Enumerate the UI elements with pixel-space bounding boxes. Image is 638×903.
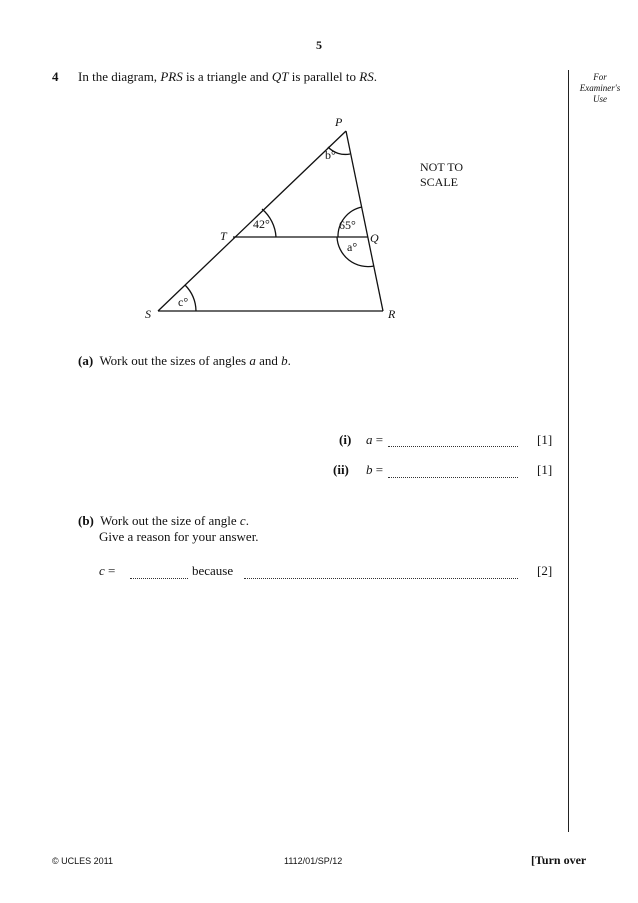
part-a-label: (a): [78, 353, 94, 368]
angle-c-label: c°: [178, 295, 189, 309]
answer-b-eq: =: [372, 462, 384, 477]
part-b-question: [78, 513, 249, 529]
answer-c-field[interactable]: [130, 566, 188, 579]
vertex-t: T: [220, 229, 227, 243]
vertex-p: P: [335, 115, 343, 129]
answer-row-a: [339, 432, 351, 448]
answer-c-var: c: [99, 563, 105, 578]
answer-a-field[interactable]: [388, 434, 518, 447]
answer-c-expression: [99, 563, 115, 579]
question-number: 4: [52, 69, 59, 84]
copyright: © UCLES 2011: [52, 856, 113, 866]
examiner-note-line2: Examiner's: [579, 83, 621, 93]
part-b-text-1: Work out the size of angle: [100, 513, 240, 528]
part-b-label: (b): [78, 513, 94, 528]
angle-a-label: a°: [347, 240, 358, 254]
side-ps: [158, 131, 346, 311]
vertex-q: Q: [370, 231, 379, 245]
answer-a-label: (i): [339, 432, 352, 447]
not-to-scale-2: SCALE: [420, 175, 459, 189]
not-to-scale-1: NOT TO: [420, 160, 464, 174]
part-a-text-1: Work out the sizes of angles: [99, 353, 250, 368]
examiner-note-line3: Use: [593, 94, 607, 104]
intro-text-2: is a triangle and: [182, 69, 272, 84]
answer-a-eq: =: [372, 432, 384, 447]
angle-65-label: 65°: [339, 218, 356, 232]
examiner-note-line1: For: [593, 72, 607, 82]
answer-row-b: [333, 462, 349, 478]
intro-text-4: .: [373, 69, 377, 84]
intro-text-3: is parallel to: [288, 69, 360, 84]
part-a-var-a: a: [249, 353, 256, 368]
because-label: because: [192, 563, 234, 578]
turn-over: [Turn over: [531, 853, 587, 867]
mark-b: [1]: [537, 462, 553, 477]
answer-b-field[interactable]: [388, 465, 518, 478]
part-a-question: [78, 353, 291, 369]
page-number: 5: [316, 38, 322, 52]
reason-field[interactable]: [244, 566, 518, 579]
vertex-s: S: [145, 307, 151, 321]
answer-c-eq: =: [104, 563, 116, 578]
intro-prs: PRS: [160, 69, 183, 84]
part-a-var-b: b: [281, 353, 288, 368]
answer-a-var: a: [366, 432, 373, 447]
part-a-text-3: .: [287, 353, 291, 368]
mark-a: [1]: [537, 432, 553, 447]
answer-b-expression: [366, 462, 383, 478]
intro-qt: QT: [271, 69, 289, 84]
part-b-line2: Give a reason for your answer.: [99, 529, 259, 544]
intro-rs: RS: [359, 69, 374, 84]
mark-c: [2]: [537, 563, 553, 578]
angle-42-label: 42°: [253, 217, 270, 231]
paper-code: 1112/01/SP/12: [284, 856, 343, 866]
answer-a-expression: [366, 432, 383, 448]
answer-b-var: b: [366, 462, 373, 477]
part-b-text-2: .: [245, 513, 249, 528]
part-a-text-2: and: [255, 353, 282, 368]
answer-b-label: (ii): [333, 462, 349, 477]
vertex-r: R: [388, 307, 396, 321]
angle-b-label: b°: [325, 148, 336, 162]
intro-text-1: In the diagram,: [78, 69, 161, 84]
part-b-var-c: c: [239, 513, 246, 528]
